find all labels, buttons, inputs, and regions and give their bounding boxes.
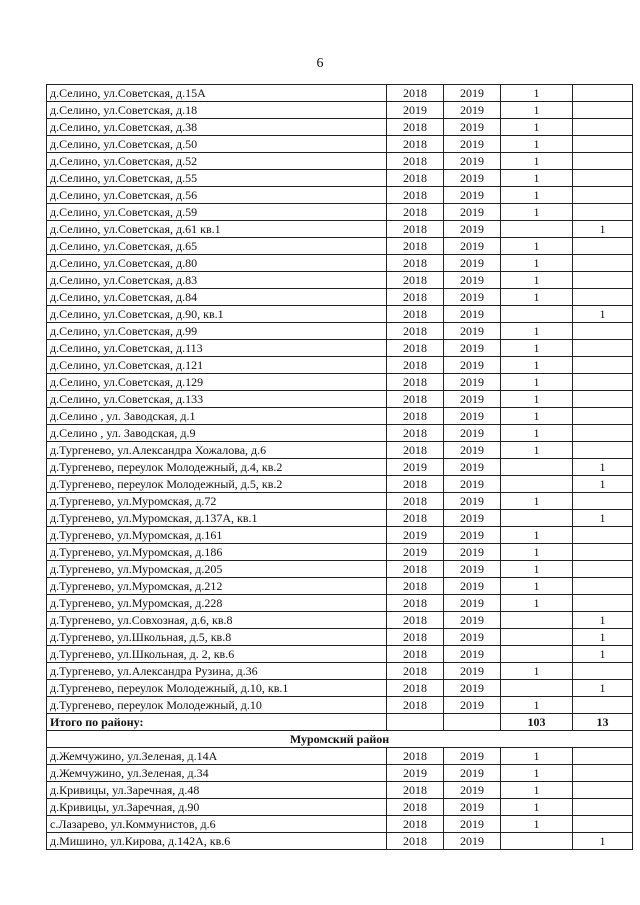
table-row bbox=[47, 442, 633, 459]
year-end-cell: 2019 bbox=[444, 459, 501, 476]
address-cell: д.Тургенево, ул.Муромская, д.137А, кв.1 bbox=[47, 510, 387, 527]
count-col2-cell bbox=[573, 187, 633, 204]
count-col1-cell: 1 bbox=[501, 119, 573, 136]
year-end-cell: 2019 bbox=[444, 255, 501, 272]
year-end-cell: 2019 bbox=[444, 493, 501, 510]
count-col2-cell bbox=[573, 799, 633, 816]
district-row bbox=[47, 731, 633, 748]
table-row bbox=[47, 272, 633, 289]
year-start-cell: 2019 bbox=[387, 102, 444, 119]
count-col2-cell: 1 bbox=[573, 306, 633, 323]
year-start-cell: 2018 bbox=[387, 136, 444, 153]
table-row bbox=[47, 85, 633, 102]
year-end-cell: 2019 bbox=[444, 816, 501, 833]
year-end-cell: 2019 bbox=[444, 680, 501, 697]
year-end-cell: 2019 bbox=[444, 289, 501, 306]
year-end-cell: 2019 bbox=[444, 663, 501, 680]
year-start-cell: 2018 bbox=[387, 561, 444, 578]
table-row bbox=[47, 357, 633, 374]
count-col1-cell: 1 bbox=[501, 425, 573, 442]
table-row bbox=[47, 391, 633, 408]
address-cell: д.Жемчужино, ул.Зеленая, д.14А bbox=[47, 748, 387, 765]
address-cell: с.Лазарево, ул.Коммунистов, д.6 bbox=[47, 816, 387, 833]
year-end-cell: 2019 bbox=[444, 697, 501, 714]
year-end-cell: 2019 bbox=[444, 408, 501, 425]
year-end-cell: 2019 bbox=[444, 153, 501, 170]
year-start-cell: 2018 bbox=[387, 629, 444, 646]
count-col1-cell bbox=[501, 646, 573, 663]
count-col2-cell bbox=[573, 136, 633, 153]
table-row bbox=[47, 408, 633, 425]
table-row bbox=[47, 459, 633, 476]
year-start-cell: 2018 bbox=[387, 374, 444, 391]
address-cell: д.Селино, ул.Советская, д.113 bbox=[47, 340, 387, 357]
count-col2-cell: 1 bbox=[573, 459, 633, 476]
address-cell: д.Селино, ул.Советская, д.84 bbox=[47, 289, 387, 306]
address-cell: д.Селино , ул. Заводская, д.9 bbox=[47, 425, 387, 442]
year-end-cell: 2019 bbox=[444, 612, 501, 629]
count-col2-cell bbox=[573, 289, 633, 306]
address-cell: д.Кривицы, ул.Заречная, д.48 bbox=[47, 782, 387, 799]
address-cell: д.Селино , ул. Заводская, д.1 bbox=[47, 408, 387, 425]
count-col1-cell: 1 bbox=[501, 238, 573, 255]
address-cell: д.Тургенево, ул.Муромская, д.72 bbox=[47, 493, 387, 510]
count-col2-cell bbox=[573, 748, 633, 765]
year-end-cell: 2019 bbox=[444, 510, 501, 527]
count-col1-cell: 1 bbox=[501, 153, 573, 170]
table-row bbox=[47, 663, 633, 680]
year-start-cell: 2019 bbox=[387, 459, 444, 476]
table-row bbox=[47, 153, 633, 170]
table-row bbox=[47, 595, 633, 612]
address-cell: д.Селино, ул.Советская, д.61 кв.1 bbox=[47, 221, 387, 238]
year-start-cell: 2018 bbox=[387, 306, 444, 323]
table-row bbox=[47, 527, 633, 544]
address-cell: д.Тургенево, ул.Муромская, д.186 bbox=[47, 544, 387, 561]
year-start-cell: 2019 bbox=[387, 765, 444, 782]
year-end-cell: 2019 bbox=[444, 136, 501, 153]
count-col2-cell: 1 bbox=[573, 612, 633, 629]
year-end-cell: 2019 bbox=[444, 527, 501, 544]
total-empty-cell bbox=[387, 714, 444, 731]
count-col1-cell: 1 bbox=[501, 204, 573, 221]
address-cell: д.Тургенево, ул.Муромская, д.228 bbox=[47, 595, 387, 612]
count-col2-cell bbox=[573, 765, 633, 782]
count-col2-cell bbox=[573, 663, 633, 680]
address-cell: д.Селино, ул.Советская, д.56 bbox=[47, 187, 387, 204]
total-empty-cell bbox=[444, 714, 501, 731]
count-col1-cell: 1 bbox=[501, 255, 573, 272]
table-row bbox=[47, 102, 633, 119]
year-end-cell: 2019 bbox=[444, 187, 501, 204]
count-col2-cell bbox=[573, 408, 633, 425]
count-col1-cell: 1 bbox=[501, 799, 573, 816]
count-col2-cell: 1 bbox=[573, 646, 633, 663]
table-row bbox=[47, 833, 633, 850]
count-col2-cell bbox=[573, 578, 633, 595]
table-row bbox=[47, 680, 633, 697]
table-row bbox=[47, 170, 633, 187]
address-cell: д.Селино, ул.Советская, д.80 bbox=[47, 255, 387, 272]
year-end-cell: 2019 bbox=[444, 578, 501, 595]
address-cell: д.Селино, ул.Советская, д.18 bbox=[47, 102, 387, 119]
count-col1-cell: 1 bbox=[501, 357, 573, 374]
page-number: 6 bbox=[316, 56, 324, 71]
year-end-cell: 2019 bbox=[444, 442, 501, 459]
year-start-cell: 2018 bbox=[387, 493, 444, 510]
table-row bbox=[47, 340, 633, 357]
count-col1-cell: 1 bbox=[501, 272, 573, 289]
address-cell: д.Селино, ул.Советская, д.99 bbox=[47, 323, 387, 340]
table-row bbox=[47, 289, 633, 306]
count-col2-cell bbox=[573, 527, 633, 544]
year-end-cell: 2019 bbox=[444, 782, 501, 799]
count-col1-cell: 1 bbox=[501, 578, 573, 595]
count-col1-cell: 1 bbox=[501, 102, 573, 119]
table-row bbox=[47, 765, 633, 782]
year-start-cell: 2018 bbox=[387, 187, 444, 204]
address-cell: д.Кривицы, ул.Заречная, д.90 bbox=[47, 799, 387, 816]
address-table bbox=[46, 84, 633, 850]
count-col2-cell: 1 bbox=[573, 833, 633, 850]
year-start-cell: 2018 bbox=[387, 204, 444, 221]
table-row bbox=[47, 816, 633, 833]
count-col1-cell bbox=[501, 629, 573, 646]
year-start-cell: 2018 bbox=[387, 816, 444, 833]
year-start-cell: 2018 bbox=[387, 578, 444, 595]
count-col1-cell: 1 bbox=[501, 544, 573, 561]
address-cell: д.Тургенево, ул.Александра Рузина, д.36 bbox=[47, 663, 387, 680]
count-col1-cell: 1 bbox=[501, 289, 573, 306]
count-col2-cell: 1 bbox=[573, 629, 633, 646]
table-row bbox=[47, 187, 633, 204]
year-start-cell: 2018 bbox=[387, 697, 444, 714]
year-start-cell: 2018 bbox=[387, 442, 444, 459]
address-cell: д.Селино, ул.Советская, д.55 bbox=[47, 170, 387, 187]
table-row bbox=[47, 136, 633, 153]
year-end-cell: 2019 bbox=[444, 476, 501, 493]
year-end-cell: 2019 bbox=[444, 238, 501, 255]
address-cell: д.Селино, ул.Советская, д.83 bbox=[47, 272, 387, 289]
address-table-body bbox=[47, 85, 633, 850]
address-cell: д.Тургенево, переулок Молодежный, д.5, кв.2 bbox=[47, 476, 387, 493]
year-end-cell: 2019 bbox=[444, 204, 501, 221]
year-start-cell: 2018 bbox=[387, 289, 444, 306]
address-cell: д.Селино, ул.Советская, д.65 bbox=[47, 238, 387, 255]
count-col1-cell: 1 bbox=[501, 85, 573, 102]
table-row bbox=[47, 476, 633, 493]
count-col2-cell bbox=[573, 102, 633, 119]
year-end-cell: 2019 bbox=[444, 221, 501, 238]
table-row bbox=[47, 425, 633, 442]
year-start-cell: 2018 bbox=[387, 170, 444, 187]
count-col2-cell bbox=[573, 561, 633, 578]
year-start-cell: 2018 bbox=[387, 782, 444, 799]
year-end-cell: 2019 bbox=[444, 340, 501, 357]
table-row bbox=[47, 238, 633, 255]
year-end-cell: 2019 bbox=[444, 323, 501, 340]
count-col2-cell bbox=[573, 85, 633, 102]
count-col2-cell: 1 bbox=[573, 476, 633, 493]
count-col2-cell: 1 bbox=[573, 221, 633, 238]
count-col1-cell bbox=[501, 476, 573, 493]
year-start-cell: 2018 bbox=[387, 476, 444, 493]
year-end-cell: 2019 bbox=[444, 272, 501, 289]
table-row bbox=[47, 629, 633, 646]
year-start-cell: 2018 bbox=[387, 425, 444, 442]
table-row bbox=[47, 204, 633, 221]
year-end-cell: 2019 bbox=[444, 629, 501, 646]
year-start-cell: 2018 bbox=[387, 272, 444, 289]
count-col2-cell bbox=[573, 340, 633, 357]
count-col1-cell bbox=[501, 306, 573, 323]
table-row bbox=[47, 119, 633, 136]
table-row bbox=[47, 374, 633, 391]
year-start-cell: 2018 bbox=[387, 119, 444, 136]
count-col1-cell: 1 bbox=[501, 187, 573, 204]
year-start-cell: 2018 bbox=[387, 255, 444, 272]
year-start-cell: 2018 bbox=[387, 595, 444, 612]
address-cell: д.Селино, ул.Советская, д.59 bbox=[47, 204, 387, 221]
address-cell: д.Селино, ул.Советская, д.52 bbox=[47, 153, 387, 170]
count-col2-cell bbox=[573, 816, 633, 833]
address-cell: д.Тургенево, ул.Александра Хожалова, д.6 bbox=[47, 442, 387, 459]
total-label: Итого по району: bbox=[47, 714, 387, 731]
count-col1-cell bbox=[501, 510, 573, 527]
count-col2-cell bbox=[573, 323, 633, 340]
year-start-cell: 2018 bbox=[387, 612, 444, 629]
count-col1-cell: 1 bbox=[501, 323, 573, 340]
count-col1-cell: 1 bbox=[501, 765, 573, 782]
address-cell: д.Тургенево, ул.Муромская, д.212 bbox=[47, 578, 387, 595]
count-col2-cell bbox=[573, 442, 633, 459]
year-end-cell: 2019 bbox=[444, 646, 501, 663]
total-col2: 13 bbox=[573, 714, 633, 731]
count-col1-cell bbox=[501, 680, 573, 697]
count-col2-cell bbox=[573, 357, 633, 374]
count-col2-cell bbox=[573, 493, 633, 510]
address-cell: д.Селино, ул.Советская, д.15А bbox=[47, 85, 387, 102]
count-col1-cell: 1 bbox=[501, 408, 573, 425]
year-start-cell: 2019 bbox=[387, 527, 444, 544]
count-col2-cell bbox=[573, 595, 633, 612]
year-start-cell: 2018 bbox=[387, 85, 444, 102]
count-col2-cell bbox=[573, 255, 633, 272]
count-col2-cell bbox=[573, 170, 633, 187]
table-row bbox=[47, 748, 633, 765]
address-cell: д.Тургенево, переулок Молодежный, д.10, кв.1 bbox=[47, 680, 387, 697]
count-col2-cell bbox=[573, 374, 633, 391]
address-cell: д.Тургенево, ул.Школьная, д.5, кв.8 bbox=[47, 629, 387, 646]
table-row bbox=[47, 646, 633, 663]
count-col2-cell bbox=[573, 391, 633, 408]
year-start-cell: 2018 bbox=[387, 680, 444, 697]
year-start-cell: 2018 bbox=[387, 221, 444, 238]
year-end-cell: 2019 bbox=[444, 748, 501, 765]
year-start-cell: 2018 bbox=[387, 323, 444, 340]
count-col1-cell bbox=[501, 459, 573, 476]
count-col1-cell bbox=[501, 612, 573, 629]
year-start-cell: 2019 bbox=[387, 544, 444, 561]
count-col1-cell: 1 bbox=[501, 782, 573, 799]
table-row bbox=[47, 306, 633, 323]
table-row bbox=[47, 782, 633, 799]
year-start-cell: 2018 bbox=[387, 340, 444, 357]
count-col1-cell bbox=[501, 221, 573, 238]
table-row bbox=[47, 697, 633, 714]
year-end-cell: 2019 bbox=[444, 799, 501, 816]
table-row bbox=[47, 221, 633, 238]
address-cell: д.Селино, ул.Советская, д.38 bbox=[47, 119, 387, 136]
count-col1-cell: 1 bbox=[501, 136, 573, 153]
total-row bbox=[47, 714, 633, 731]
year-start-cell: 2018 bbox=[387, 357, 444, 374]
year-end-cell: 2019 bbox=[444, 595, 501, 612]
count-col2-cell bbox=[573, 204, 633, 221]
table-row bbox=[47, 255, 633, 272]
year-start-cell: 2018 bbox=[387, 833, 444, 850]
year-end-cell: 2019 bbox=[444, 544, 501, 561]
address-cell: д.Селино, ул.Советская, д.121 bbox=[47, 357, 387, 374]
table-row bbox=[47, 493, 633, 510]
district-heading: Муромский район bbox=[47, 731, 633, 748]
year-end-cell: 2019 bbox=[444, 561, 501, 578]
address-cell: д.Тургенево, ул.Муромская, д.205 bbox=[47, 561, 387, 578]
year-start-cell: 2018 bbox=[387, 153, 444, 170]
count-col2-cell: 1 bbox=[573, 680, 633, 697]
year-start-cell: 2018 bbox=[387, 408, 444, 425]
year-end-cell: 2019 bbox=[444, 85, 501, 102]
count-col1-cell: 1 bbox=[501, 748, 573, 765]
count-col2-cell: 1 bbox=[573, 510, 633, 527]
year-end-cell: 2019 bbox=[444, 170, 501, 187]
table-row bbox=[47, 510, 633, 527]
year-end-cell: 2019 bbox=[444, 119, 501, 136]
year-end-cell: 2019 bbox=[444, 102, 501, 119]
address-cell: д.Тургенево, переулок Молодежный, д.10 bbox=[47, 697, 387, 714]
count-col1-cell: 1 bbox=[501, 816, 573, 833]
year-end-cell: 2019 bbox=[444, 391, 501, 408]
year-end-cell: 2019 bbox=[444, 833, 501, 850]
year-start-cell: 2018 bbox=[387, 663, 444, 680]
address-cell: д.Тургенево, переулок Молодежный, д.4, кв.2 bbox=[47, 459, 387, 476]
year-start-cell: 2018 bbox=[387, 646, 444, 663]
address-cell: д.Селино, ул.Советская, д.133 bbox=[47, 391, 387, 408]
count-col2-cell bbox=[573, 238, 633, 255]
count-col1-cell: 1 bbox=[501, 697, 573, 714]
address-cell: д.Тургенево, ул.Муромская, д.161 bbox=[47, 527, 387, 544]
count-col1-cell: 1 bbox=[501, 374, 573, 391]
count-col2-cell bbox=[573, 425, 633, 442]
count-col2-cell bbox=[573, 544, 633, 561]
address-cell: д.Селино, ул.Советская, д.90, кв.1 bbox=[47, 306, 387, 323]
year-start-cell: 2018 bbox=[387, 238, 444, 255]
year-end-cell: 2019 bbox=[444, 374, 501, 391]
year-end-cell: 2019 bbox=[444, 306, 501, 323]
address-cell: д.Селино, ул.Советская, д.129 bbox=[47, 374, 387, 391]
table-row bbox=[47, 323, 633, 340]
count-col2-cell bbox=[573, 272, 633, 289]
year-start-cell: 2018 bbox=[387, 799, 444, 816]
count-col1-cell: 1 bbox=[501, 493, 573, 510]
count-col1-cell bbox=[501, 833, 573, 850]
table-row bbox=[47, 612, 633, 629]
count-col1-cell: 1 bbox=[501, 170, 573, 187]
table-row bbox=[47, 561, 633, 578]
year-start-cell: 2018 bbox=[387, 510, 444, 527]
total-col1: 103 bbox=[501, 714, 573, 731]
count-col1-cell: 1 bbox=[501, 663, 573, 680]
count-col1-cell: 1 bbox=[501, 442, 573, 459]
count-col2-cell bbox=[573, 697, 633, 714]
count-col2-cell bbox=[573, 119, 633, 136]
address-cell: д.Тургенево, ул.Совхозная, д.6, кв.8 bbox=[47, 612, 387, 629]
count-col1-cell: 1 bbox=[501, 527, 573, 544]
count-col2-cell bbox=[573, 782, 633, 799]
table-row bbox=[47, 799, 633, 816]
count-col1-cell: 1 bbox=[501, 595, 573, 612]
count-col2-cell bbox=[573, 153, 633, 170]
address-cell: д.Тургенево, ул.Школьная, д. 2, кв.6 bbox=[47, 646, 387, 663]
year-end-cell: 2019 bbox=[444, 357, 501, 374]
year-end-cell: 2019 bbox=[444, 425, 501, 442]
year-start-cell: 2018 bbox=[387, 748, 444, 765]
year-start-cell: 2018 bbox=[387, 391, 444, 408]
count-col1-cell: 1 bbox=[501, 391, 573, 408]
table-row bbox=[47, 578, 633, 595]
count-col1-cell: 1 bbox=[501, 561, 573, 578]
count-col1-cell: 1 bbox=[501, 340, 573, 357]
address-cell: д.Мишино, ул.Кирова, д.142А, кв.6 bbox=[47, 833, 387, 850]
address-cell: д.Жемчужино, ул.Зеленая, д.34 bbox=[47, 765, 387, 782]
table-row bbox=[47, 544, 633, 561]
year-end-cell: 2019 bbox=[444, 765, 501, 782]
address-cell: д.Селино, ул.Советская, д.50 bbox=[47, 136, 387, 153]
